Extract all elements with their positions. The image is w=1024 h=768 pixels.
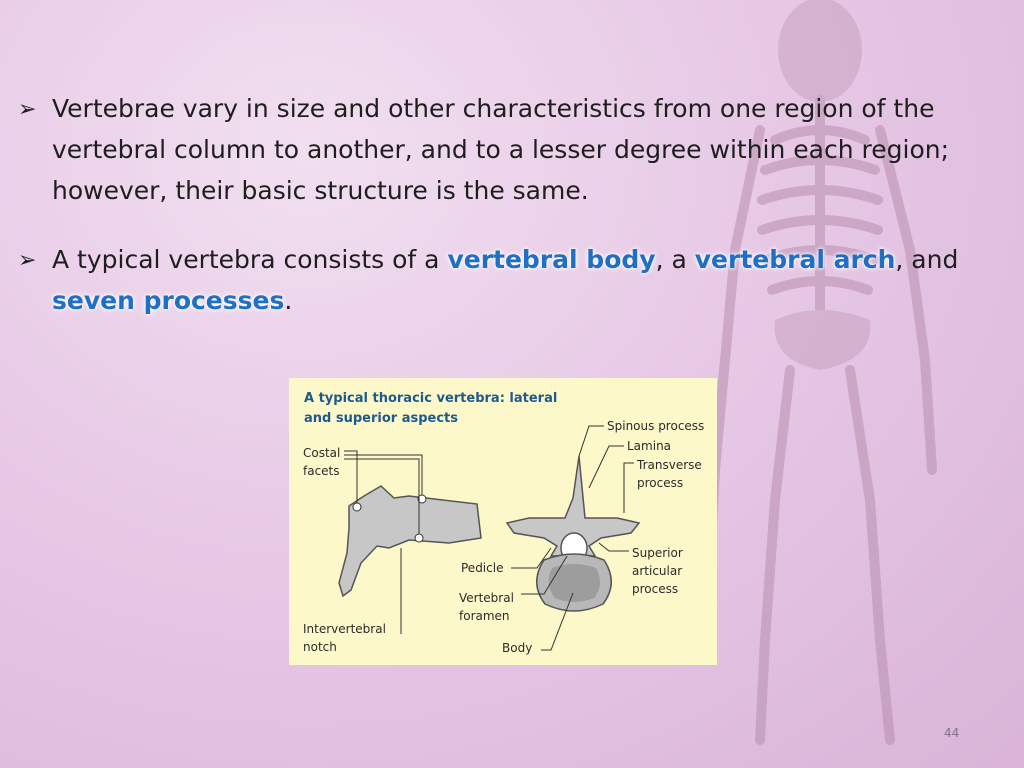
keyword-vertebral-body: vertebral body [447,245,656,274]
label-lamina: Lamina [627,439,672,453]
slide-number: 44 [944,726,960,740]
keyword-seven-processes: seven processes [52,286,285,315]
label-superior-articular-process: Superior articular process [632,546,683,596]
text-segment: , and [895,245,959,274]
label-vertebral-foramen: Vertebral foramen [459,591,514,623]
lateral-vertebra-shape [339,486,481,596]
label-transverse-process: Transverse process [637,458,702,490]
label-body: Body [502,641,533,655]
text-segment: , a [655,245,695,274]
text-segment: . [284,286,293,315]
label-costal-facets: Costal facets [303,446,341,478]
bullet-item [18,239,1008,321]
vertebra-figure [289,378,717,665]
keyword-vertebral-arch: vertebral arch [694,245,896,274]
label-spinous-process: Spinous process [607,419,705,433]
text-segment: A typical vertebra consists of a [52,245,448,274]
figure-title: A typical thoracic vertebra: lateral and superior aspects [304,391,558,426]
bullet-item [18,88,1008,211]
bullet-list [18,88,1008,349]
arrow-bullet-icon: ➢ [18,248,37,273]
label-pedicle: Pedicle [461,561,504,575]
bullet-text [52,239,1008,321]
arrow-bullet-icon: ➢ [18,97,37,122]
bullet-text: Vertebrae vary in size and other characteristics from one region of the vertebral column to another, and to a lesser degree within each region; however, their basic structure is the same. [52,94,950,205]
label-intervertebral-notch: Intervertebral notch [303,622,386,654]
